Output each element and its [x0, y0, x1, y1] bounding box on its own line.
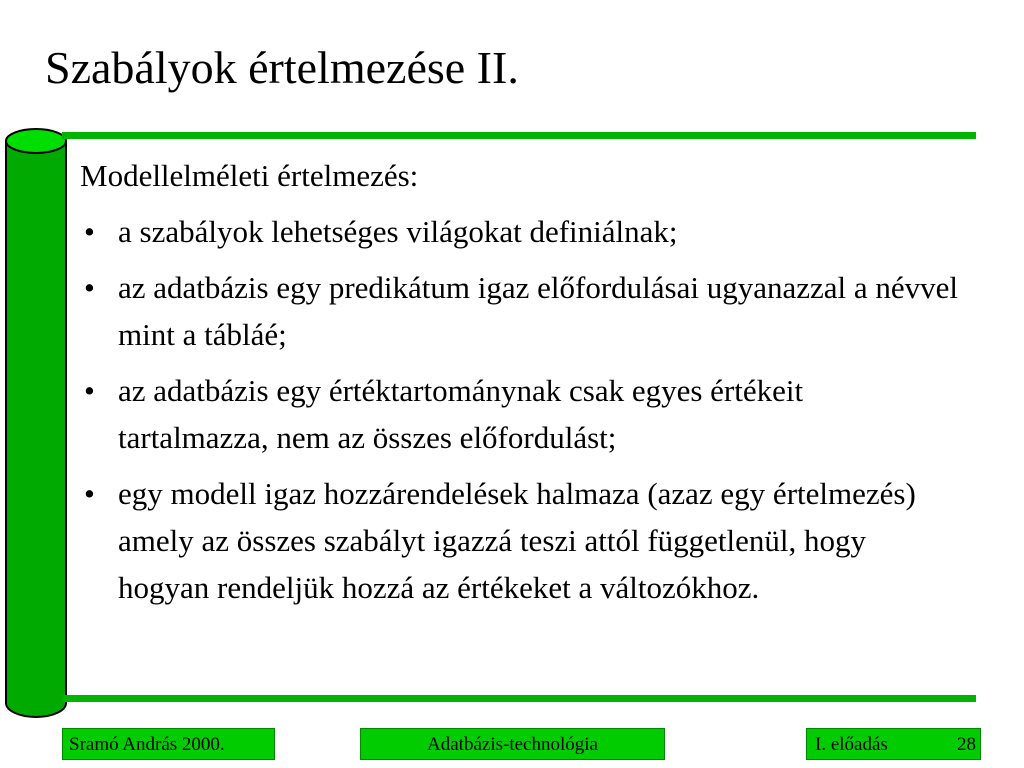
bullet-text: az adatbázis egy értéktartománynak csak egyes értékeit tartalmazza, nem az összes előfordulást; — [118, 373, 804, 455]
bottom-divider — [62, 695, 976, 702]
bullet-text: a szabályok lehetséges világokat definiálnak; — [118, 214, 678, 249]
bullet-item — [80, 470, 960, 611]
bullet-item — [80, 264, 960, 358]
top-divider — [62, 132, 976, 139]
bullet-dot: • — [84, 476, 95, 511]
bullet-text: egy modell igaz hozzárendelések halmaza (azaz egy értelmezés) amely az összes szabályt igazzá teszi attól függetlenül, hogy hogyan rendeljük hozzá az értékeket a változókhoz. — [118, 476, 916, 605]
bullet-item — [80, 367, 960, 461]
footer-course: Adatbázis-technológia — [360, 728, 665, 760]
footer-lecture-label: I. előadás — [815, 734, 888, 755]
footer-page-number: 28 — [957, 734, 976, 755]
bullet-list — [80, 208, 960, 611]
slide-body — [80, 152, 960, 620]
intro-text: Modellelméleti értelmezés: — [80, 158, 419, 193]
bullet-dot: • — [84, 270, 95, 305]
bullet-text: az adatbázis egy predikátum igaz előfordulásai ugyanazzal a névvel mint a tábláé; — [118, 270, 959, 352]
green-pillar-decoration — [0, 125, 72, 720]
bullet-dot: • — [84, 373, 95, 408]
bullet-item — [80, 208, 960, 255]
slide-title: Szabályok értelmezése II. — [45, 42, 519, 93]
bullet-dot: • — [84, 214, 95, 249]
footer-author: Sramó András 2000. — [62, 728, 275, 760]
footer-lecture — [806, 728, 981, 760]
